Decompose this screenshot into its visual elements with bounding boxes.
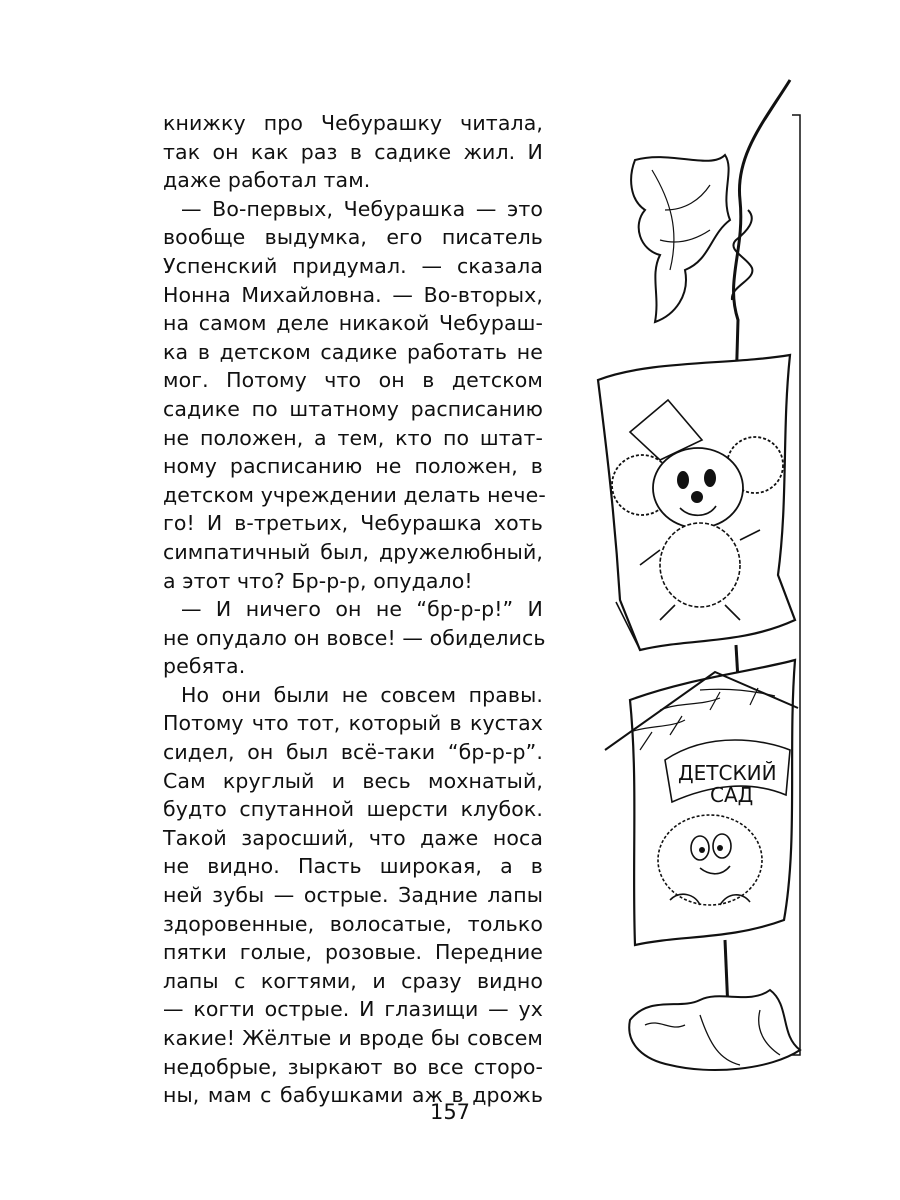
leaf-icon bbox=[631, 155, 730, 322]
text-line: а этот что? Бр-р-р, опудало! bbox=[163, 568, 473, 593]
text-line: сидел, он был всё-таки “бр-р-р”. bbox=[163, 740, 543, 765]
frame-line bbox=[792, 115, 800, 1055]
kindergarten-picture bbox=[605, 660, 798, 945]
text-line: не видно. Пасть широкая, а в bbox=[163, 854, 543, 879]
text-line: так он как раз в садике жил. И bbox=[163, 139, 543, 164]
text-line: Нонна Михайловна. — Во-вторых, bbox=[163, 282, 543, 307]
text-line: ны, мам с бабушками аж в дрожь bbox=[163, 1083, 543, 1108]
cheburashka-picture bbox=[598, 355, 795, 650]
text-line: — Во-первых, Чебурашка — это bbox=[181, 196, 543, 221]
text-line: даже работал там. bbox=[163, 168, 371, 193]
text-line: садике по штатному расписанию bbox=[163, 396, 543, 421]
text-line: недобрые, зыркают во все сторо- bbox=[163, 1054, 543, 1079]
text-line: мог. Потому что он в детском bbox=[163, 368, 543, 393]
text-line: ному расписанию не положен, в bbox=[163, 454, 543, 479]
text-line: будто спутанной шерсти клубок. bbox=[163, 797, 543, 822]
text-line: Такой заросший, что даже носа bbox=[163, 825, 543, 850]
text-line: ней зубы — острые. Задние лапы bbox=[163, 883, 543, 908]
margin-illustration bbox=[560, 60, 880, 1100]
text-line: вообще выдумка, его писатель bbox=[163, 225, 543, 250]
sign-label-1: ДЕТСКИЙ bbox=[678, 761, 777, 785]
body-text bbox=[163, 109, 546, 1110]
text-line: детском учреждении делать нече- bbox=[163, 482, 546, 507]
text-line: не положен, а тем, кто по штат- bbox=[163, 425, 543, 450]
text-line: Успенский придумал. — сказала bbox=[163, 253, 543, 278]
text-line: здоровенные, волосатые, только bbox=[163, 911, 543, 936]
text-line: — когти острые. И глазищи — ух bbox=[163, 997, 543, 1022]
text-line: на самом деле никакой Чебураш- bbox=[163, 311, 543, 336]
text-line: ребята. bbox=[163, 654, 246, 679]
text-line: — И ничего он не “бр-р-р!” И bbox=[181, 597, 543, 622]
text-line: го! И в-третьих, Чебурашка хоть bbox=[163, 511, 543, 536]
splash-icon bbox=[629, 990, 800, 1070]
text-line: книжку про Чебурашку читала, bbox=[163, 111, 543, 135]
text-line: какие! Жёлтые и вроде бы совсем bbox=[163, 1026, 543, 1050]
text-line: пятки голые, розовые. Передние bbox=[163, 940, 543, 965]
sign-label-2: САД bbox=[710, 783, 754, 807]
text-line: не опудало он вовсе! — обиделись bbox=[163, 625, 546, 650]
page-number: 157 bbox=[429, 1100, 471, 1124]
text-line: Потому что тот, который в кустах bbox=[163, 711, 543, 736]
text-line: лапы с когтями, и сразу видно bbox=[163, 968, 543, 993]
text-line: симпатичный был, дружелюбный, bbox=[163, 539, 543, 564]
text-line: ка в детском садике работать не bbox=[163, 339, 543, 364]
text-line: Но они были не совсем правы. bbox=[181, 682, 543, 707]
text-line: Сам круглый и весь мохнатый, bbox=[163, 768, 543, 793]
